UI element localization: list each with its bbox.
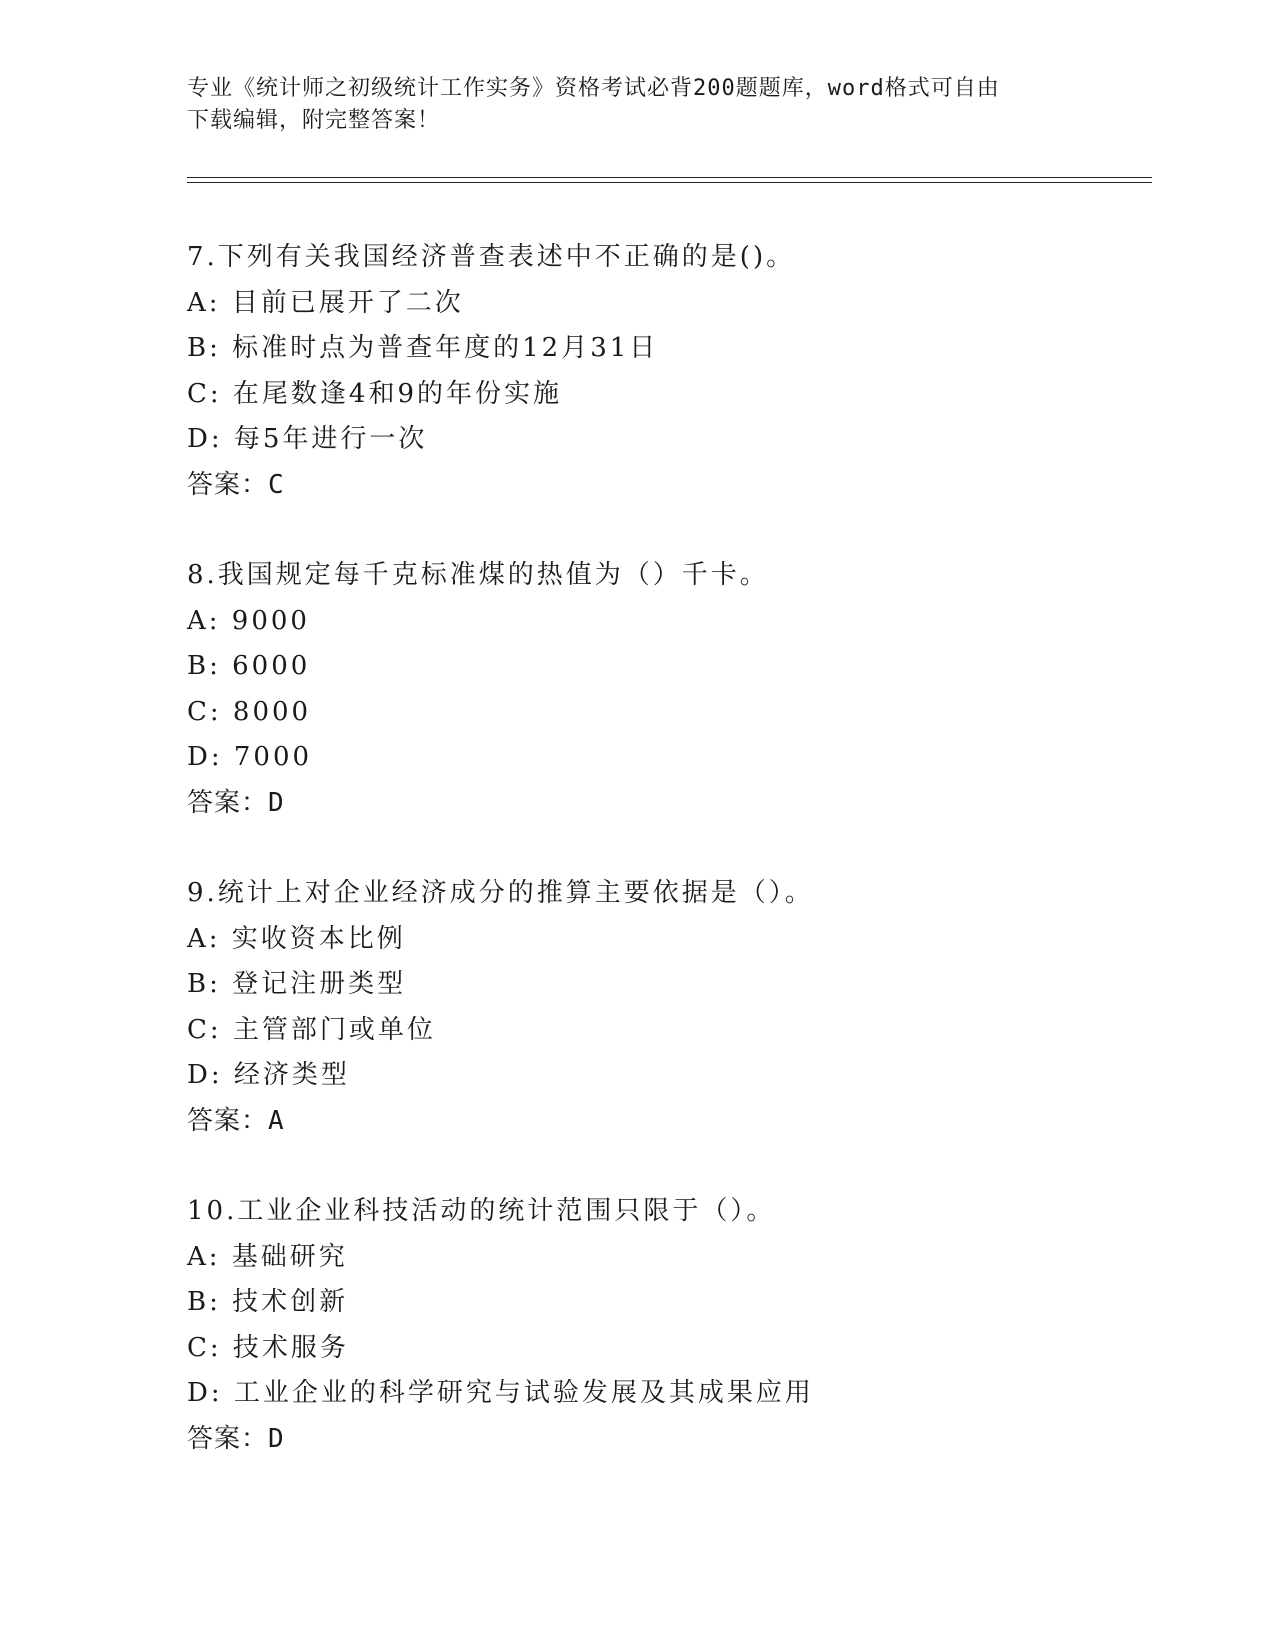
question-stem: 8.我国规定每千克标准煤的热值为（）千卡。 [187, 560, 769, 590]
option-d: D: 7000 [187, 742, 313, 772]
header-line-2: 下载编辑，附完整答案！ [187, 108, 441, 133]
option-a: A: 9000 [187, 605, 310, 636]
answer-line: 答案：D [187, 787, 285, 818]
option-b: B: 技术创新 [187, 1287, 349, 1317]
question-stem: 7.下列有关我国经济普查表述中不正确的是()。 [187, 242, 796, 272]
question-7 [187, 235, 1152, 508]
question-stem: 9.统计上对企业经济成分的推算主要依据是（）。 [187, 878, 814, 908]
option-a: A: 实收资本比例 [187, 923, 406, 954]
option-d: D: 每5年进行一次 [187, 424, 428, 454]
document-header [187, 73, 1087, 137]
option-d: D: 工业企业的科学研究与试验发展及其成果应用 [187, 1378, 814, 1408]
header-divider-bottom [187, 182, 1152, 183]
header-divider-top [187, 177, 1152, 178]
question-list [187, 235, 1152, 1507]
option-c: C: 8000 [187, 696, 312, 727]
option-c: C: 技术服务 [187, 1332, 349, 1363]
question-9 [187, 871, 1152, 1144]
option-b: B: 6000 [187, 651, 311, 681]
answer-line: 答案：C [187, 469, 285, 500]
option-c: C: 主管部门或单位 [187, 1014, 436, 1045]
question-10 [187, 1189, 1152, 1462]
option-b: B: 登记注册类型 [187, 969, 407, 999]
question-stem: 10.工业企业科技活动的统计范围只限于（）。 [187, 1196, 776, 1226]
option-b: B: 标准时点为普查年度的12月31日 [187, 333, 659, 363]
option-a: A: 目前已展开了二次 [187, 287, 464, 318]
answer-line: 答案：A [187, 1105, 285, 1136]
option-d: D: 经济类型 [187, 1060, 350, 1090]
header-line-1: 专业《统计师之初级统计工作实务》资格考试必背200题题库，word格式可自由 [187, 76, 1000, 101]
answer-line: 答案：D [187, 1423, 285, 1454]
option-c: C: 在尾数逢4和9的年份实施 [187, 378, 563, 409]
question-8 [187, 553, 1152, 826]
option-a: A: 基础研究 [187, 1241, 348, 1272]
